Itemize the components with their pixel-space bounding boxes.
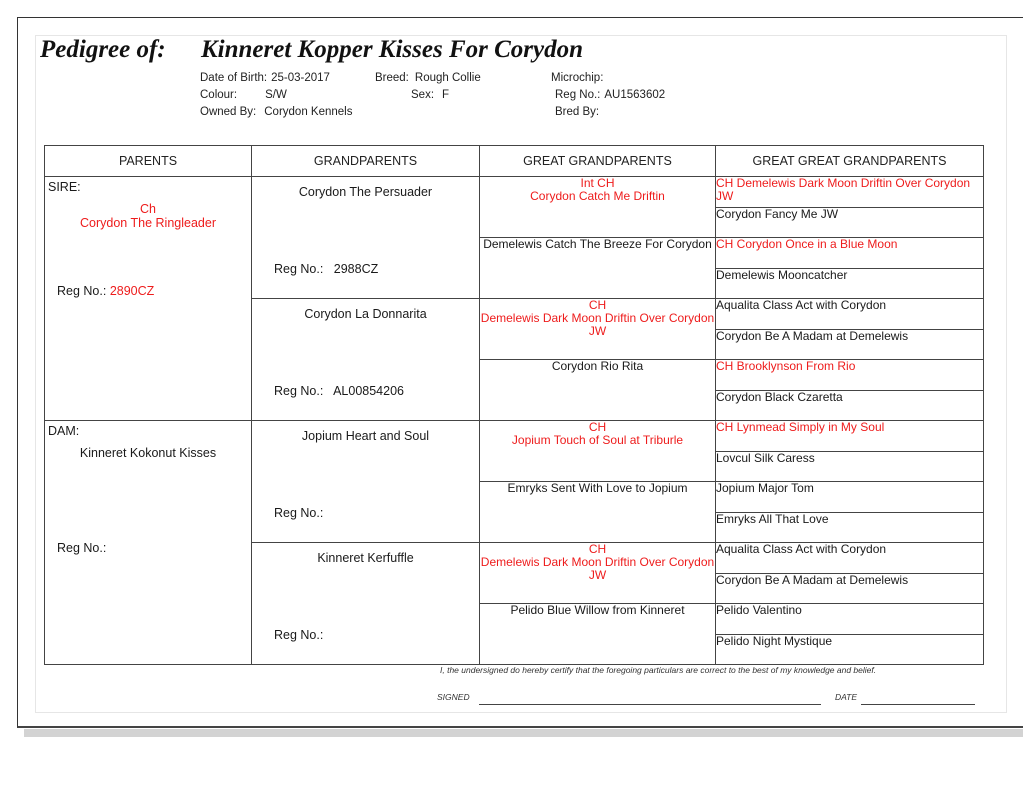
reg-label: Reg No.: xyxy=(555,89,601,101)
reg-field xyxy=(555,89,665,101)
gggp-cell: Lovcul Silk Caress xyxy=(716,451,984,482)
grandparent-reg xyxy=(274,384,404,398)
sire-reg xyxy=(57,284,154,298)
gggp-cell: Pelido Night Mystique xyxy=(716,634,984,665)
grandparent-name: Jopium Heart and Soul xyxy=(301,429,430,443)
great-grandparent-cell xyxy=(480,177,716,238)
ggp-name: Corydon Catch Me Driftin xyxy=(530,189,665,203)
pedigree-table xyxy=(44,145,984,665)
ggp-title: CH xyxy=(588,543,607,556)
page-shadow xyxy=(24,729,1023,737)
ggp-name: Emryks Sent With Love to Jopium xyxy=(507,482,688,495)
gggp-cell: CH Brooklynson From Rio xyxy=(716,360,984,391)
great-grandparent-cell xyxy=(480,299,716,360)
gggp-cell: Demelewis Mooncatcher xyxy=(716,268,984,299)
column-header-parents: PARENTS xyxy=(45,146,252,177)
dam-role-label: DAM: xyxy=(48,424,80,438)
grandparent-reg-label: Reg No.: xyxy=(274,262,324,276)
gggp-cell: Pelido Valentino xyxy=(716,604,984,635)
owned-by-field xyxy=(200,106,352,118)
great-grandparent-cell xyxy=(480,604,716,665)
table-header-row xyxy=(45,146,984,177)
grandparent-cell xyxy=(252,177,480,299)
ggp-name: Corydon Rio Rita xyxy=(551,360,644,373)
gggp-cell: Corydon Be A Madam at Demelewis xyxy=(716,329,984,360)
gggp-cell: Jopium Major Tom xyxy=(716,482,984,513)
grandparent-reg-label: Reg No.: xyxy=(274,506,324,520)
gggp-cell: Corydon Fancy Me JW xyxy=(716,207,984,238)
ggp-suffix: JW xyxy=(588,568,607,582)
owned-by-value: Corydon Kennels xyxy=(264,106,353,118)
colour-value: S/W xyxy=(265,89,287,101)
bred-by-field xyxy=(555,106,603,118)
sire-cell xyxy=(45,177,252,421)
grandparent-reg-label: Reg No.: xyxy=(274,384,324,398)
dog-name: Kinneret Kopper Kisses For Corydon xyxy=(201,36,584,63)
breed-field xyxy=(375,72,481,84)
gggp-cell: Aqualita Class Act with Corydon xyxy=(716,299,984,330)
great-grandparent-cell xyxy=(480,543,716,604)
sire-reg-value: 2890CZ xyxy=(109,284,155,298)
sex-field xyxy=(411,89,449,101)
title-label: Pedigree of: xyxy=(40,36,166,63)
microchip-field xyxy=(551,72,607,84)
grandparent-name: Kinneret Kerfuffle xyxy=(317,551,414,565)
grandparent-reg-label: Reg No.: xyxy=(274,628,324,642)
gggp-cell: Emryks All That Love xyxy=(716,512,984,543)
grandparent-name: Corydon The Persuader xyxy=(298,185,433,199)
dam-name-text: Kinneret Kokonut Kisses xyxy=(79,446,217,460)
great-grandparent-cell xyxy=(480,360,716,421)
breed-label: Breed: xyxy=(375,72,409,84)
dam-name xyxy=(45,446,251,460)
breed-value: Rough Collie xyxy=(414,72,481,84)
dam-reg-label: Reg No.: xyxy=(57,541,107,555)
grandparent-reg-value: AL00854206 xyxy=(333,384,404,398)
ggp-title: Int CH xyxy=(580,177,615,190)
signed-label: SIGNED xyxy=(437,692,470,702)
dam-cell xyxy=(45,421,252,665)
ggp-title: CH xyxy=(588,299,607,312)
colour-field xyxy=(200,89,287,101)
grandparent-reg xyxy=(274,506,330,520)
grandparent-cell xyxy=(252,299,480,421)
grandparent-reg xyxy=(274,262,378,276)
sex-label: Sex: xyxy=(411,89,435,101)
ggp-name: Demelewis Dark Moon Driftin Over Corydon xyxy=(480,311,715,325)
sire-name xyxy=(45,202,251,230)
sex-value: F xyxy=(442,89,450,101)
grandparent-cell xyxy=(252,543,480,665)
column-header-great-grandparents: GREAT GRANDPARENTS xyxy=(480,146,716,177)
dob-field xyxy=(200,72,330,84)
microchip-label: Microchip: xyxy=(551,72,604,84)
sire-title: Ch xyxy=(140,202,156,216)
signature-line[interactable] xyxy=(479,704,821,705)
gggp-cell: Aqualita Class Act with Corydon xyxy=(716,543,984,574)
bred-by-label: Bred By: xyxy=(555,106,600,118)
date-line[interactable] xyxy=(861,704,975,705)
dob-value: 25-03-2017 xyxy=(271,72,330,84)
gggp-cell: CH Corydon Once in a Blue Moon xyxy=(716,238,984,269)
ggp-name: Jopium Touch of Soul at Triburle xyxy=(511,433,684,447)
ggp-title: CH xyxy=(588,421,607,434)
colour-label: Colour: xyxy=(200,89,238,101)
gggp-cell: CH Demelewis Dark Moon Driftin Over Corydon JW xyxy=(716,177,984,208)
grandparent-reg-value: 2988CZ xyxy=(333,262,379,276)
grandparent-name: Corydon La Donnarita xyxy=(304,307,427,321)
ggp-name: Demelewis Catch The Breeze For Corydon xyxy=(483,238,712,251)
great-grandparent-cell xyxy=(480,421,716,482)
certification-statement: I, the undersigned do hereby certify that the foregoing particulars are correct to the best of my knowledge and belief. xyxy=(440,665,877,675)
reg-value: AU1563602 xyxy=(604,89,666,101)
grandparent-reg xyxy=(274,628,330,642)
dob-label: Date of Birth: xyxy=(200,72,268,84)
ggp-name: Demelewis Dark Moon Driftin Over Corydon xyxy=(480,555,715,569)
column-header-great-great-grandparents: GREAT GREAT GRANDPARENTS xyxy=(716,146,984,177)
gggp-cell: Corydon Black Czaretta xyxy=(716,390,984,421)
grandparent-cell xyxy=(252,421,480,543)
great-grandparent-cell xyxy=(480,482,716,543)
owned-by-label: Owned By: xyxy=(200,106,257,118)
great-grandparent-cell xyxy=(480,238,716,299)
sire-reg-label: Reg No.: xyxy=(57,284,107,298)
dam-reg xyxy=(57,541,106,555)
date-label: DATE xyxy=(835,692,858,702)
column-header-grandparents: GRANDPARENTS xyxy=(252,146,480,177)
gggp-cell: CH Lynmead Simply in My Soul xyxy=(716,421,984,452)
sire-name-text: Corydon The Ringleader xyxy=(80,216,216,230)
gggp-cell: Corydon Be A Madam at Demelewis xyxy=(716,573,984,604)
ggp-name: Pelido Blue Willow from Kinneret xyxy=(510,604,685,617)
ggp-suffix: JW xyxy=(588,324,607,338)
sire-role-label: SIRE: xyxy=(48,180,81,194)
